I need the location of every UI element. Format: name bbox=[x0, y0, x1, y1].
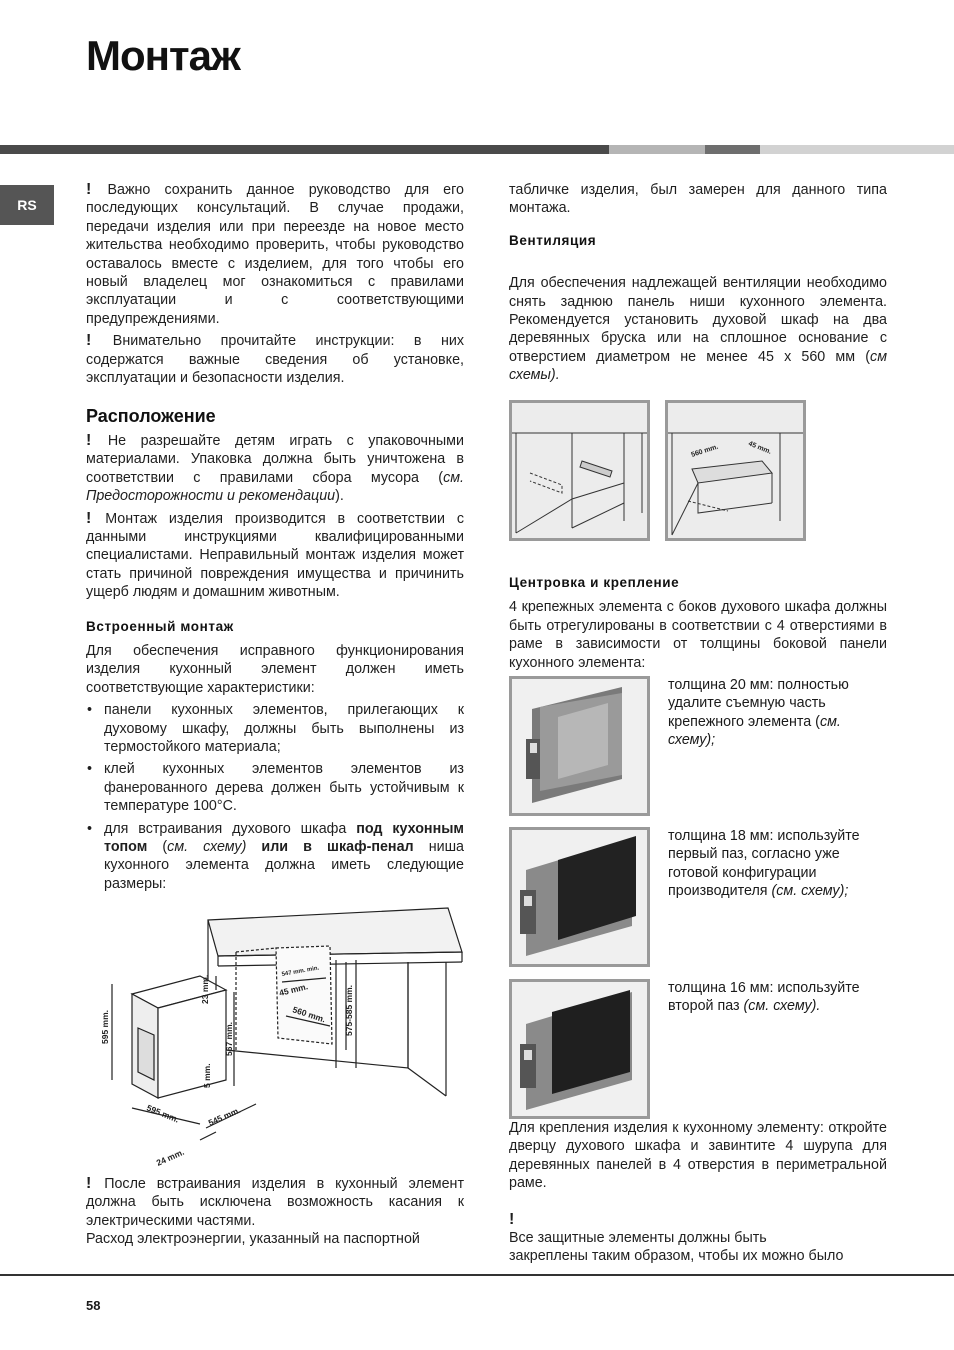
warning-icon: ! bbox=[86, 332, 92, 350]
language-tab[interactable]: RS bbox=[0, 185, 54, 225]
dim-label: 5 mm. bbox=[202, 1063, 212, 1088]
subheading-centering: Центровка и крепление bbox=[509, 575, 680, 590]
warning-icon: ! bbox=[86, 1175, 92, 1192]
fixing-text-18mm bbox=[668, 827, 883, 901]
ventilation-figure-1 bbox=[509, 400, 650, 541]
fixing-text: толщина 16 мм: используйте второй паз bbox=[668, 980, 860, 1015]
installation-diagram bbox=[96, 900, 466, 1172]
subheading-ventilation: Вентиляция bbox=[509, 232, 597, 248]
final-warning-line-1 bbox=[509, 1211, 887, 1248]
warning-icon: ! bbox=[86, 181, 92, 198]
dim-label: 567 mm. bbox=[224, 1021, 234, 1056]
ventilation-reference: см схемы). bbox=[509, 348, 887, 384]
page-number: 58 bbox=[86, 1298, 101, 1313]
location-text-1: Не разрешайте детям играть с упаковочными материалами. Упаковка должна быть уничтожена в соответствии с правилами сбора мусора ( bbox=[86, 432, 464, 486]
list-item-bold: или в шкаф-пенал bbox=[246, 839, 414, 855]
dim-label: 560 mm. bbox=[291, 1004, 327, 1025]
fixing-text: толщина 20 мм: полностью удалите съемную часть крепежного элемента ( bbox=[668, 677, 849, 730]
centering-paragraph: 4 крепежных элемента с боков духового шкафа должны быть отрегулированы в соответствии с 4 отверстиями в раме в зависимости от толщины боковой панели кухонного элемента: bbox=[509, 599, 887, 671]
final-section bbox=[509, 1119, 887, 1270]
fixing-reference: см. схему); bbox=[668, 713, 841, 749]
ventilation-paragraph bbox=[509, 274, 887, 384]
subheading-builtin: Встроенный монтаж bbox=[86, 618, 234, 634]
fixing-reference: (см. схему). bbox=[743, 998, 821, 1015]
list-item-reference: см. схему) bbox=[167, 839, 247, 855]
continued-paragraph: табличке изделия, был замерен для данного типа монтажа. bbox=[509, 182, 887, 217]
header-bar-segment bbox=[0, 145, 609, 154]
dim-label: 45 mm. bbox=[278, 981, 309, 998]
fixing-figure-20mm bbox=[509, 676, 650, 816]
fixing-figure-18mm bbox=[509, 827, 650, 967]
fixing-row-18mm bbox=[509, 827, 887, 967]
list-item-text: для встраивания духового шкафа bbox=[104, 820, 357, 837]
final-paragraph: Для крепления изделия к кухонному элементу: откройте дверцу духового шкафа и завинтите 4 шурупа для деревянных панелей в 4 отверстия в периметральной раме. bbox=[509, 1120, 887, 1192]
warning-icon: ! bbox=[509, 1210, 515, 1228]
intro-text-1: Важно сохранить данное руководство для его последующих консультаций. В случае продажи, передачи изделия или при переезде на новое место жительства необходимо проверить, чтобы руководство оставалось вместе с изделием, для того чтобы его новый владелец мог ознакомиться с правилами эксплуатации и с соответствующими предупреждениями. bbox=[86, 182, 464, 327]
dim-label: 560 mm. bbox=[690, 443, 720, 459]
location-reference: см. Предосторожности и рекомендации bbox=[86, 469, 464, 505]
dim-label: 595 mm. bbox=[145, 1102, 181, 1125]
warning-icon: ! bbox=[86, 431, 92, 449]
final-warning-line-2: закреплены таким образом, чтобы их можно было bbox=[509, 1248, 844, 1265]
final-warning bbox=[509, 1211, 887, 1266]
fixing-text-16mm bbox=[668, 979, 883, 1016]
fixing-figure-16mm bbox=[509, 979, 650, 1119]
intro-paragraph-2 bbox=[86, 332, 464, 387]
list-item: • панели кухонных элементов, прилегающих к духовому шкафу, должны быть выполнены из термостойкого материала; bbox=[86, 701, 464, 756]
fixing-text: толщина 18 мм: используйте первый паз, согласно уже готовой конфигурации производителя bbox=[668, 828, 860, 900]
dim-label: 545 mm. bbox=[206, 1104, 242, 1128]
fixing-row-20mm bbox=[509, 676, 887, 816]
fixing-text-20mm bbox=[668, 676, 883, 750]
dim-label: 595 mm. bbox=[100, 1009, 110, 1044]
list-item bbox=[86, 820, 464, 894]
right-column bbox=[509, 181, 887, 389]
location-text-2: Монтаж изделия производится в соответствии с данными инструкциями квалифицированными специалистами. Неправильный монтаж изделия может стать причиной повреждения имущества и причинить ущерб людям и домашним животным. bbox=[86, 510, 464, 601]
intro-text-2: Внимательно прочитайте инструкции: в них содержатся важные сведения об установке, эксплуатации и безопасности изделия. bbox=[86, 333, 464, 387]
section-heading-location: Расположение bbox=[86, 406, 216, 427]
dim-label: 24 mm. bbox=[154, 1146, 186, 1168]
fixing-row-16mm bbox=[509, 979, 887, 1119]
list-item-text: ( bbox=[147, 839, 168, 855]
dim-label: 45 mm. bbox=[747, 440, 773, 456]
location-paragraph-1 bbox=[86, 432, 464, 506]
fixing-reference: (см. схему); bbox=[771, 883, 849, 900]
ventilation-figure-2 bbox=[665, 400, 806, 541]
consumption-paragraph: Расход электроэнергии, указанный на паспортной bbox=[86, 1231, 420, 1248]
header-bar-segment bbox=[760, 145, 954, 154]
requirements-list bbox=[86, 701, 464, 893]
list-item: • клей кухонных элементов элементов из фанерованного дерева должен быть устойчивым к температуре 100°C. bbox=[86, 760, 464, 815]
final-warning-text: Все защитные элементы должны быть bbox=[509, 1230, 767, 1247]
location-text-1-end: ). bbox=[335, 488, 344, 505]
location-paragraph-2 bbox=[86, 510, 464, 602]
after-install-text: После встраивания изделия в кухонный элемент должна быть исключена возможность касания к электрическими частями. bbox=[86, 1176, 464, 1229]
left-column bbox=[86, 181, 464, 897]
dim-label: 575-585 mm. bbox=[344, 984, 354, 1036]
centering-section bbox=[509, 574, 887, 676]
list-item-bold: под кухонным топом bbox=[104, 820, 464, 855]
header-bar-segment bbox=[705, 145, 760, 154]
warning-icon: ! bbox=[86, 509, 92, 527]
builtin-paragraph: Для обеспечения исправного функционирования изделия кухонный элемент должен иметь соответствующие характеристики: bbox=[86, 642, 464, 696]
dim-label: 23 mm. bbox=[200, 974, 210, 1004]
dim-label: 547 mm. min. bbox=[281, 965, 320, 978]
list-item-text: ниша кухонного элемента должна иметь следующие размеры: bbox=[104, 839, 464, 892]
page-title: Монтаж bbox=[86, 32, 240, 79]
ventilation-text: Для обеспечения надлежащей вентиляции необходимо снять заднюю панель ниши кухонного элемента. Рекомендуется установить духовой шкаф на два деревянных бруска или на сплошное основание с отверстием диаметром не менее 45 x 560 мм ( bbox=[509, 275, 887, 365]
header-bar-segment bbox=[609, 145, 705, 154]
footer-rule bbox=[0, 1274, 954, 1276]
header-bar bbox=[0, 145, 954, 154]
after-install-paragraph bbox=[86, 1175, 464, 1230]
intro-paragraph-1 bbox=[86, 181, 464, 328]
after-install-note bbox=[86, 1175, 464, 1253]
